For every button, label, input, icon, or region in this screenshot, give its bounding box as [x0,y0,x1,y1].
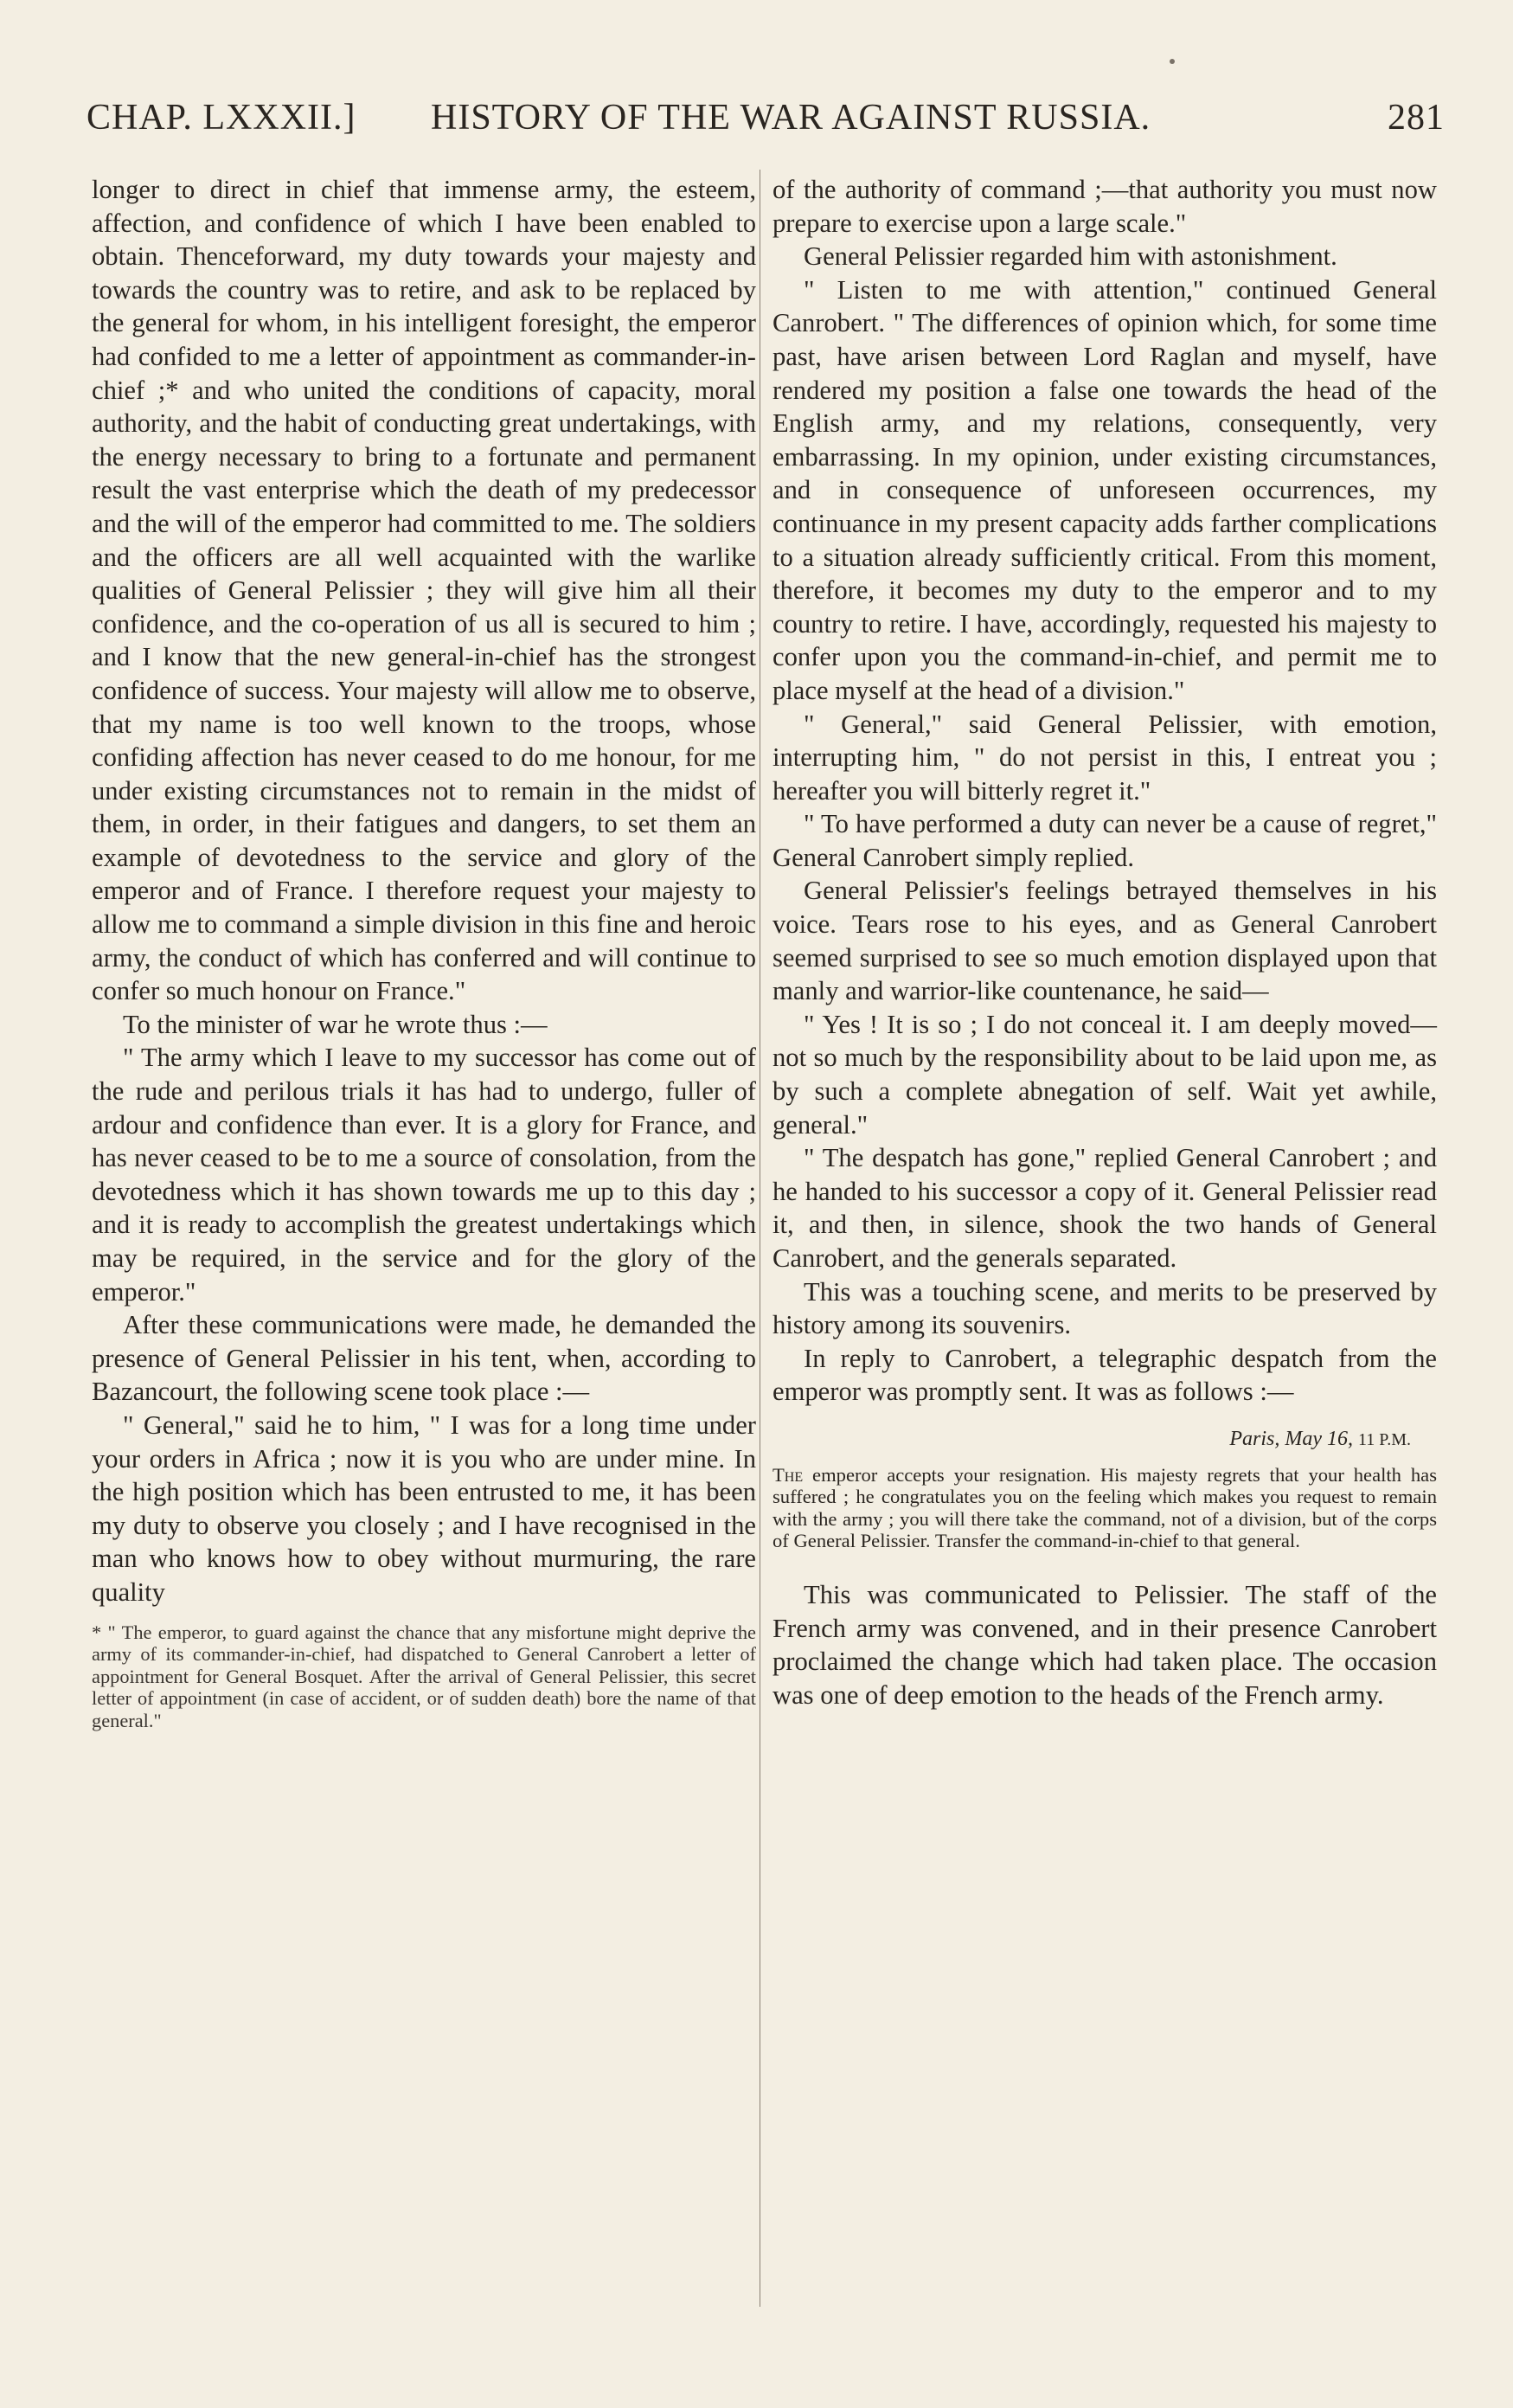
right-column [773,173,1437,1711]
printer-mark [1170,59,1175,64]
paragraph: " Yes ! It is so ; I do not conceal it. I am deeply moved—not so much by the responsibility about to be laid upon me, as by such a complete abnegation of self. Wait yet awhile, general." [773,1009,1437,1140]
paragraph: " To have performed a duty can never be a cause of regret," General Canrobert simply replied. [773,809,1437,872]
paragraph: " The army which I leave to my successor has come out of the rude and perilous trials it has had to undergo, fuller of ardour and confidence than ever. It is a glory for France, and has never ceased to be to me a source of consolation, from the devotedness which it has shown towards me up to this day ; and it is ready to accomplish the greatest undertakings which may be required, in the service and for the glory of the emperor." [92,1043,756,1307]
dateline-place: Paris, May 16, [1229,1427,1354,1450]
paragraph: To the minister of war he wrote thus :— [123,1009,548,1039]
paragraph: " Listen to me with attention," continued General Canrobert. " The differences of opinion which, for some time past, have arisen between Lord Raglan and myself, have rendered my position a false one towards the head of the English army, and my relations, consequently, very embarrassing. In my opinion, under existing circumstances, and in consequence of unforeseen occurrences, my continuance in my present capacity adds farther complications to a situation already sufficiently critical. From this moment, therefore, it becomes my duty to the emperor and to my country to retire. I have, accordingly, requested his majesty to confer upon you the command-in-chief, and permit me to place myself at the head of a division." [773,274,1437,705]
telegram-body: emperor accepts your resignation. His majesty regrets that your health has suffered ; he congratulates you on the feeling which makes you request to remain with the army ; you will there take the command, not of a division, but of the corps of General Pelissier. Transfer the command-in-chief to that general. [773,1463,1437,1552]
paragraph: General Pelissier's feelings betrayed themselves in his voice. Tears rose to his eyes, and as General Canrobert seemed surprised to see so much emotion displayed upon that manly and warrior-like countenance, he said— [773,876,1437,1006]
running-header [87,97,1445,149]
telegram-lead: The [773,1463,804,1486]
paragraph: " General," said he to him, " I was for a long time under your orders in Africa ; now it is you who are under mine. In the high position which has been entrusted to me, it has been my duty to observe you closely ; and I have recognised in the man who knows how to obey without murmuring, the rare quality [92,1409,756,1607]
page-number: 281 [1388,98,1445,138]
running-title: HISTORY OF THE WAR AGAINST RUSSIA. [431,98,1151,138]
paragraph: After these communications were made, he demanded the presence of General Pelissier in his tent, when, according to Bazancourt, the following scene took place :— [92,1310,756,1407]
paragraph: longer to direct in chief that immense army, the esteem, affection, and confidence of which I have been enabled to obtain. Thenceforward, my duty towards your majesty and towards the country was to retire, and ask to be replaced by the general for whom, in his intelligent foresight, the emperor had confided to me a letter of appointment as commander-in-chief ;* and who united the conditions of capacity, moral authority, and the habit of conducting great undertakings, with the energy necessary to bring to a fortunate and permanent result the vast enterprise which the death of my predecessor and the will of the emperor had committed to me. The soldiers and the officers are all well acquainted with the warlike qualities of General Pelissier ; they will give him all their confidence, and the co-operation of us all is secured to him ; and I know that the new general-in-chief has the strongest confidence of success. Your majesty will allow me to observe, that my name is too well known to the troops, whose confiding affection has never ceased to do me honour, for me under existing circumstances not to remain in the midst of them, in order, in their fatigues and dangers, to set them an example of devotedness to the service and glory of the emperor and of France. I therefore request your majesty to allow me to command a simple division in this fine and heroic army, the conduct of which has conferred and will continue to confer so much honour on France." [92,175,756,1006]
paragraph: General Pelissier regarded him with astonishment. [804,241,1337,272]
paragraph: " The despatch has gone," replied General Canrobert ; and he handed to his successor a copy of it. General Pelissier read it, and then, in silence, shook the two hands of General Canrobert, and the generals separated. [773,1143,1437,1273]
paragraph: In reply to Canrobert, a telegraphic despatch from the emperor was promptly sent. It was as follows :— [773,1343,1437,1407]
telegram-dateline [773,1422,1411,1457]
telegram-text [773,1464,1437,1552]
paragraph: of the authority of command ;—that authority you must now prepare to exercise upon a large scale." [773,175,1437,238]
dateline-time: 11 P.M. [1358,1429,1411,1449]
left-column [92,173,756,1732]
paragraph: This was a touching scene, and merits to be preserved by history among its souvenirs. [773,1276,1437,1340]
closing-paragraph: This was communicated to Pelissier. The staff of the French army was convened, and in their presence Canrobert proclaimed the change which had taken place. The occasion was one of deep emotion to the heads of the French army. [773,1579,1437,1710]
footnote: * " The emperor, to guard against the chance that any misfortune might deprive the army of its commander-in-chief, had dispatched to General Canrobert a letter of appointment for General Bosquet. After the arrival of General Pelissier, this secret letter of appointment (in case of accident, or of sudden death) bore the name of that general." [92,1621,756,1731]
chapter-label: CHAP. LXXXII.] [87,98,356,138]
paragraph: " General," said General Pelissier, with emotion, interrupting him, " do not persist in this, I entreat you ; hereafter you will bitterly regret it." [773,709,1437,806]
